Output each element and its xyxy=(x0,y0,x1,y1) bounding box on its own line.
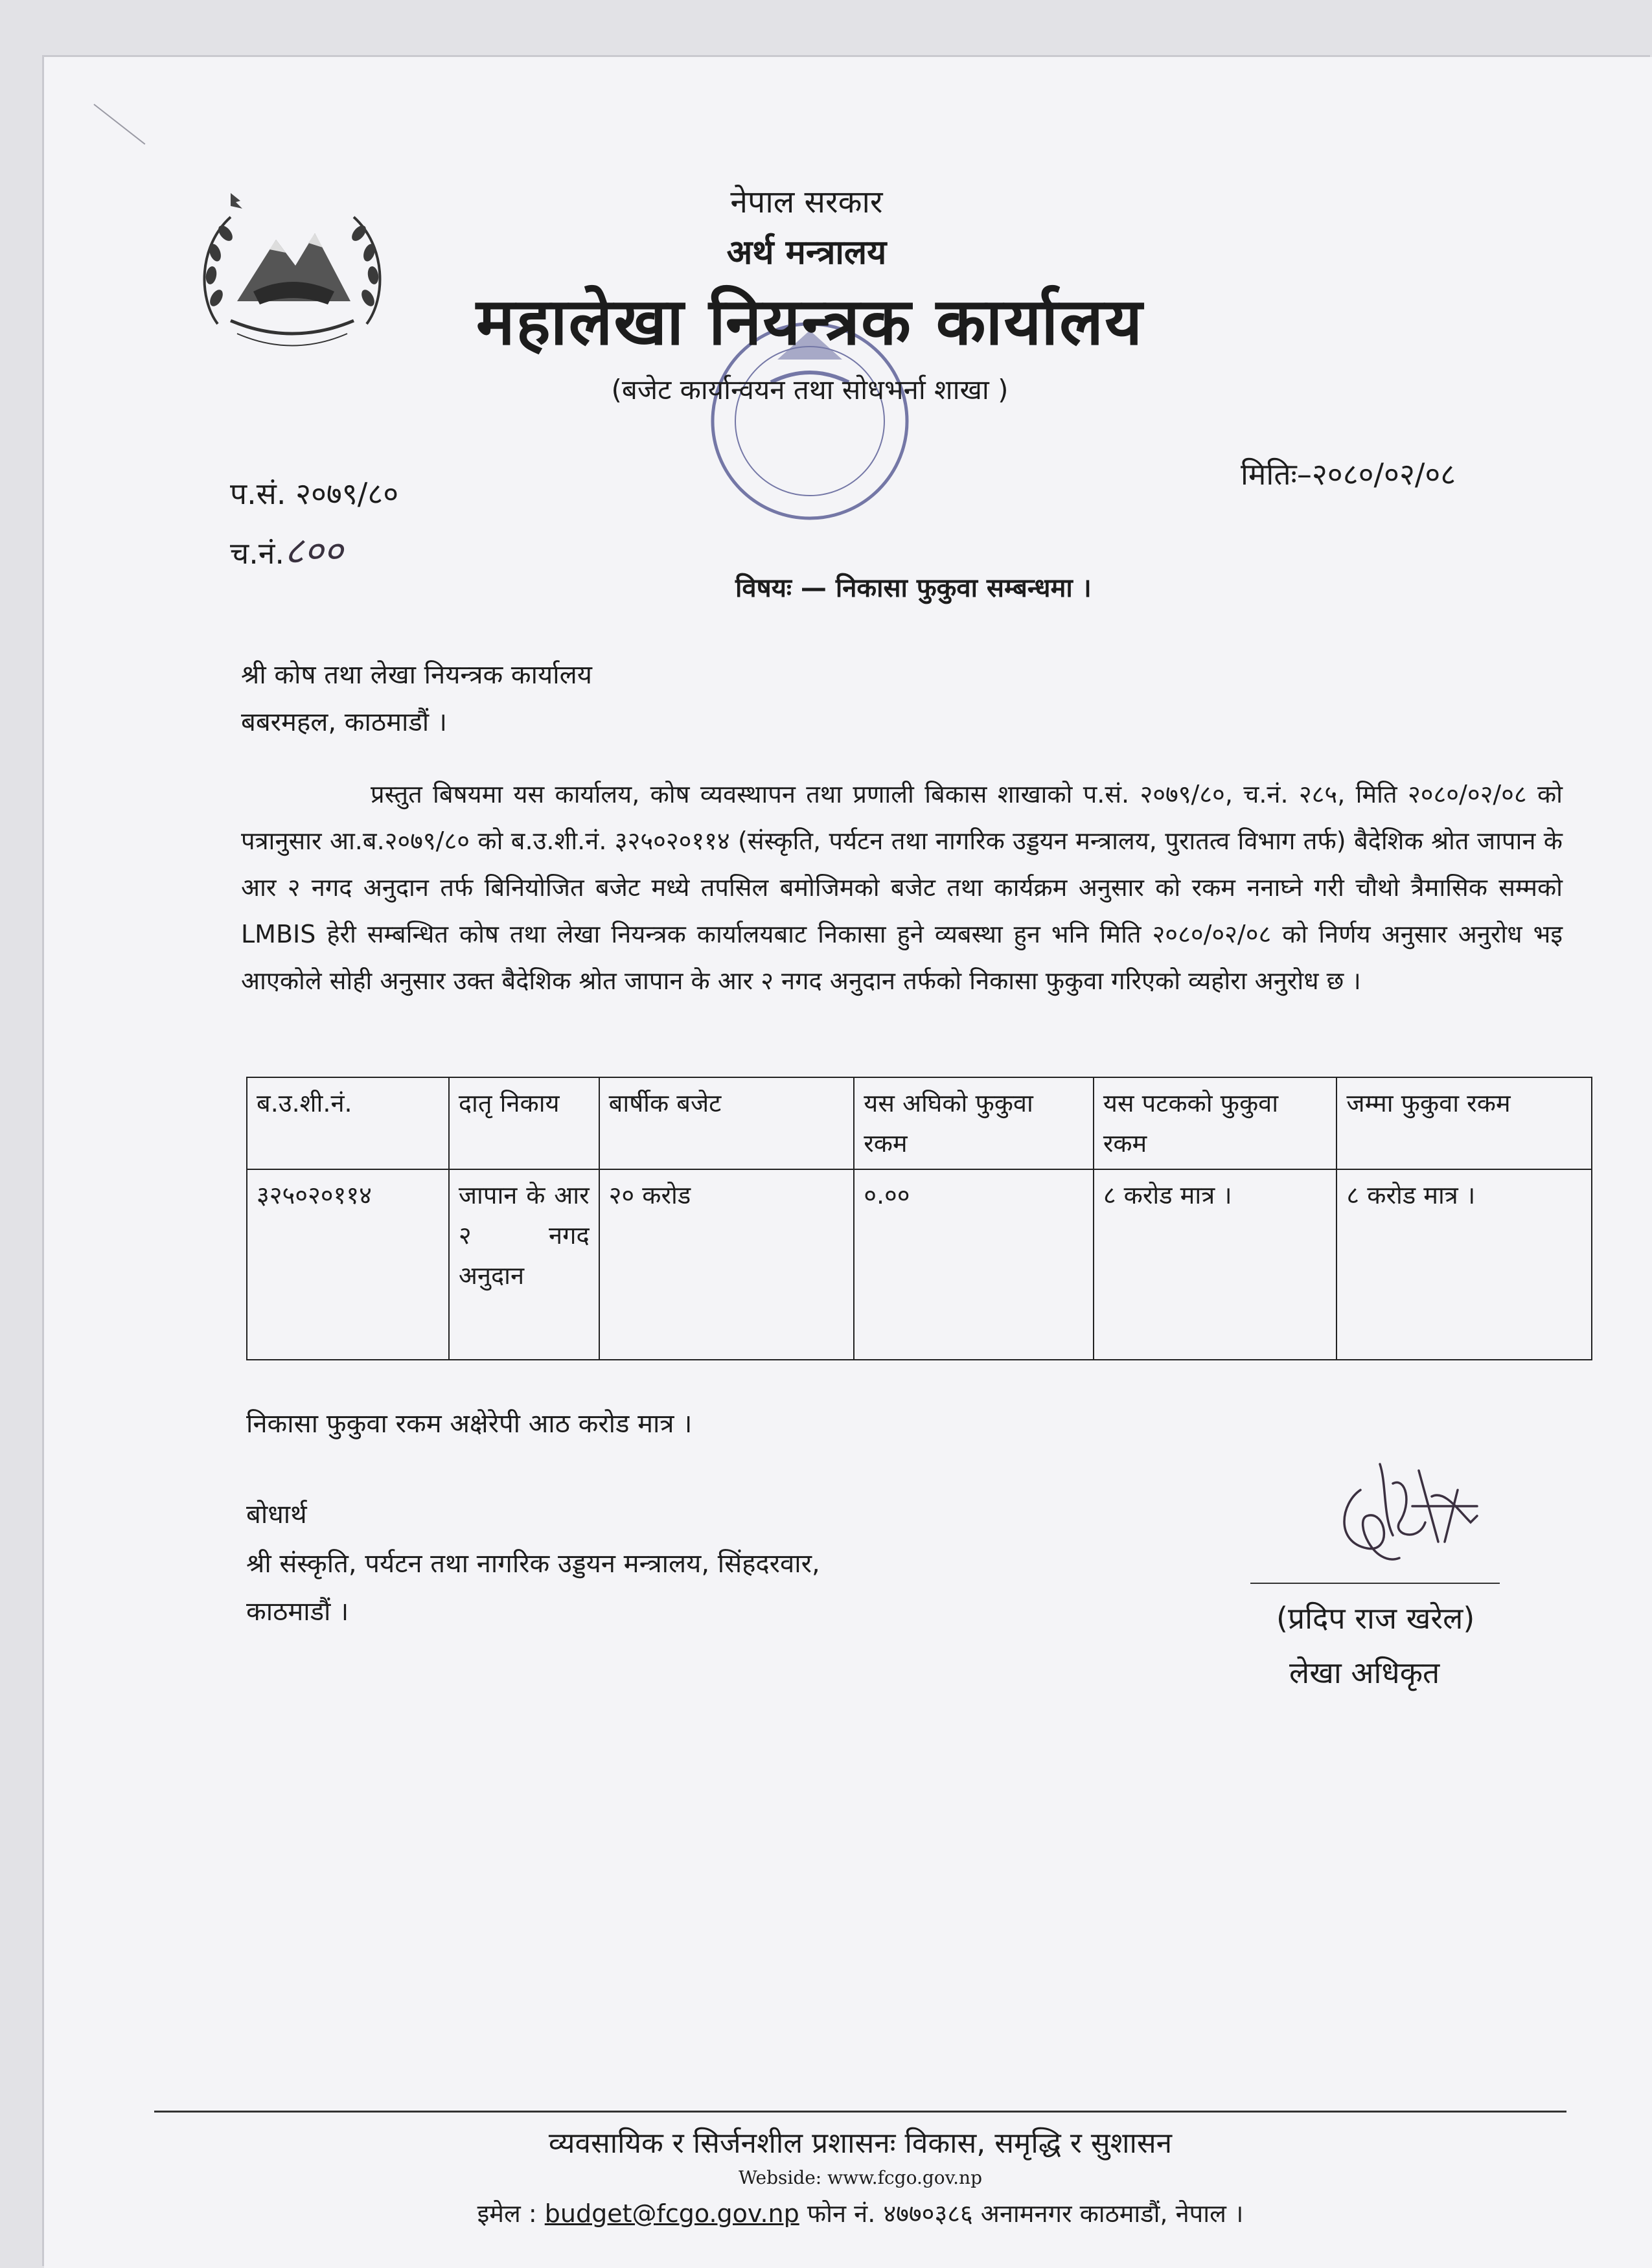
table-header-cell: बार्षीक बजेट xyxy=(599,1077,855,1169)
signatory-title: लेखा अधिकृत xyxy=(1289,1655,1440,1690)
table-header-cell: जम्मा फुकुवा रकम xyxy=(1337,1077,1592,1169)
table-header-row xyxy=(247,1077,1592,1169)
nepal-emblem-icon xyxy=(192,188,393,363)
table-header-cell: ब.उ.शी.नं. xyxy=(247,1077,449,1169)
footer-contact xyxy=(154,2196,1566,2230)
table-header-cell: यस अघिको फुकुवा रकम xyxy=(854,1077,1094,1169)
table-header-cell: दातृ निकाय xyxy=(449,1077,599,1169)
addressee-office: श्री कोष तथा लेखा नियन्त्रक कार्यालय xyxy=(241,660,592,690)
cn-value: ८०० xyxy=(284,529,343,573)
amount-in-words: निकासा फुकुवा रकम अक्षेरेपी आठ करोड मात्र । xyxy=(246,1409,693,1439)
footer-slogan: व्यवसायिक र सिर्जनशील प्रशासनः विकास, समृद्धि र सुशासन xyxy=(548,2127,1173,2160)
ministry-name: अर्थ मन्त्रालय xyxy=(726,233,887,272)
signatory-name: (प्रदिप राज खरेल) xyxy=(1276,1601,1475,1636)
table-cell: ८ करोड मात्र । xyxy=(1094,1169,1337,1360)
footer-divider xyxy=(154,2111,1566,2113)
letter-date: मितिः–२०८०/०२/०८ xyxy=(1241,457,1456,492)
table-cell: २० करोड xyxy=(599,1169,855,1360)
table-cell: ८ करोड मात्र । xyxy=(1337,1169,1592,1360)
handwritten-signature-icon xyxy=(1315,1445,1497,1581)
office-title: महालेखा नियन्त्रक कार्यालय xyxy=(476,284,1144,360)
table-row xyxy=(247,1169,1592,1360)
cc-recipient-location: काठमाडौं । xyxy=(246,1597,349,1627)
cn-label: च.नं. xyxy=(230,536,284,571)
table-header-cell: यस पटकको फुकुवा रकम xyxy=(1094,1077,1337,1169)
footer-website[interactable]: Webside: www.fcgo.gov.np xyxy=(739,2167,982,2188)
table-cell: ०.०० xyxy=(854,1169,1094,1360)
branch-name: (बजेट कार्यान्वयन तथा सोधभर्ना शाखा ) xyxy=(611,374,1009,406)
addressee-location: बबरमहल, काठमाडौं । xyxy=(241,707,447,737)
signature-line xyxy=(1250,1583,1500,1584)
footer-email-link[interactable]: budget@fcgo.gov.np xyxy=(544,2199,799,2228)
cc-label: बोधार्थ xyxy=(246,1500,307,1529)
release-table xyxy=(246,1077,1592,1360)
letter-ps-number: प.सं. २०७९/८० xyxy=(230,476,399,511)
footer-phone-address: फोन नं. ४७७०३८६ अनामनगर काठमाडौं, नेपाल । xyxy=(807,2199,1244,2228)
email-label: इमेल : xyxy=(477,2199,537,2228)
body-paragraph: प्रस्तुत बिषयमा यस कार्यालय, कोष व्यवस्थापन तथा प्रणाली बिकास शाखाको प.सं. २०७९/८०, च.नं. २८५, मिति २०८०/०२/०८ को पत्रानुसार आ.ब.२०७९/८० को ब.उ.शी.नं. ३२५०२०११४ (संस्कृति, पर्यटन तथा नागरिक उड्डयन मन्त्रालय, पुरातत्व विभाग तर्फ) बैदेशिक श्रोत जापान के आर २ नगद अनुदान तर्फ बिनियोजित बजेट मध्ये तपसिल बमोजिमको बजेट तथा कार्यक्रम अनुसार को रकम ननाघ्ने गरी चौथो त्रैमासिक सम्मको LMBIS हेरी सम्बन्धित कोष तथा लेखा नियन्त्रक कार्यालयबाट निकासा हुने व्यबस्था हुन भनि मिति २०८०/०२/०८ को निर्णय अनुसार अनुरोध भइ आएकोले सोही अनुसार उक्त बैदेशिक श्रोत जापान के आर २ नगद अनुदान तर्फको निकासा फुकुवा गरिएको व्यहोरा अनुरोध छ । xyxy=(241,780,1563,995)
letter-subject: विषयः — निकासा फुकुवा सम्बन्धमा । xyxy=(735,573,1092,603)
government-name: नेपाल सरकार xyxy=(730,184,883,220)
letter-cn-number xyxy=(230,523,343,575)
cc-recipient: श्री संस्कृति, पर्यटन तथा नागरिक उड्डयन मन्त्रालय, सिंहदरवार, xyxy=(246,1549,820,1579)
table-cell: जापान के आर २ नगद अनुदान xyxy=(449,1169,599,1360)
table-cell: ३२५०२०११४ xyxy=(247,1169,449,1360)
